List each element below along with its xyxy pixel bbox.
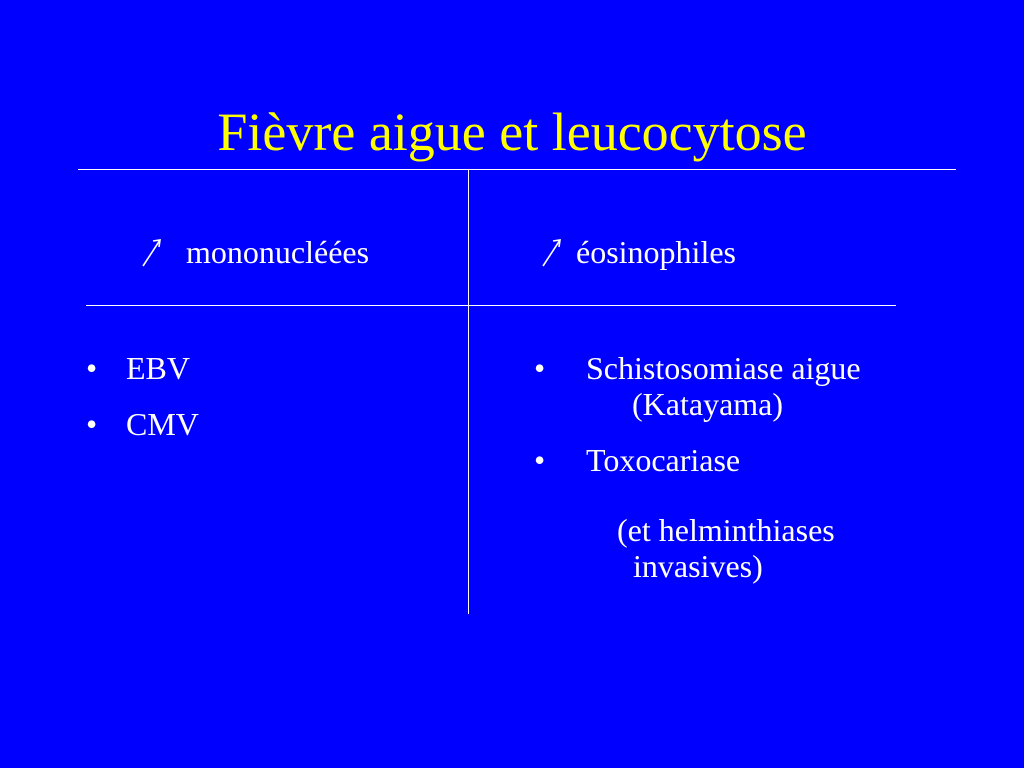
left-column-header-label: mononucléées <box>186 234 370 270</box>
list-item <box>530 442 861 478</box>
bullet: • <box>534 442 546 478</box>
sub-note-line: invasives) <box>633 548 763 584</box>
arrow-up-right-icon <box>140 235 164 269</box>
list-item-label: EBV <box>126 350 190 386</box>
right-column-header <box>540 232 736 272</box>
bullet: • <box>86 406 98 442</box>
list-sub-note <box>617 512 835 584</box>
sub-note-line: (et helminthiases <box>617 512 835 548</box>
list-item <box>86 350 199 386</box>
right-column-list <box>530 350 861 478</box>
header-divider <box>86 305 896 306</box>
list-item-label: Schistosomiase aigue <box>586 350 861 386</box>
list-item <box>86 406 199 442</box>
slide-title: Fièvre aigue et leucocytose <box>217 102 807 162</box>
list-item-label: Toxocariase <box>586 442 741 478</box>
list-item-continuation: (Katayama) <box>632 386 784 422</box>
right-column-header-label: éosinophiles <box>576 234 736 270</box>
bullet: • <box>534 350 546 386</box>
left-column-list <box>86 350 199 462</box>
list-item <box>530 350 861 422</box>
arrow-up-right-icon <box>540 235 564 269</box>
title-divider <box>78 169 956 170</box>
list-item-label: CMV <box>126 406 199 442</box>
column-divider <box>468 170 469 614</box>
left-column-header <box>140 232 369 272</box>
bullet: • <box>86 350 98 386</box>
